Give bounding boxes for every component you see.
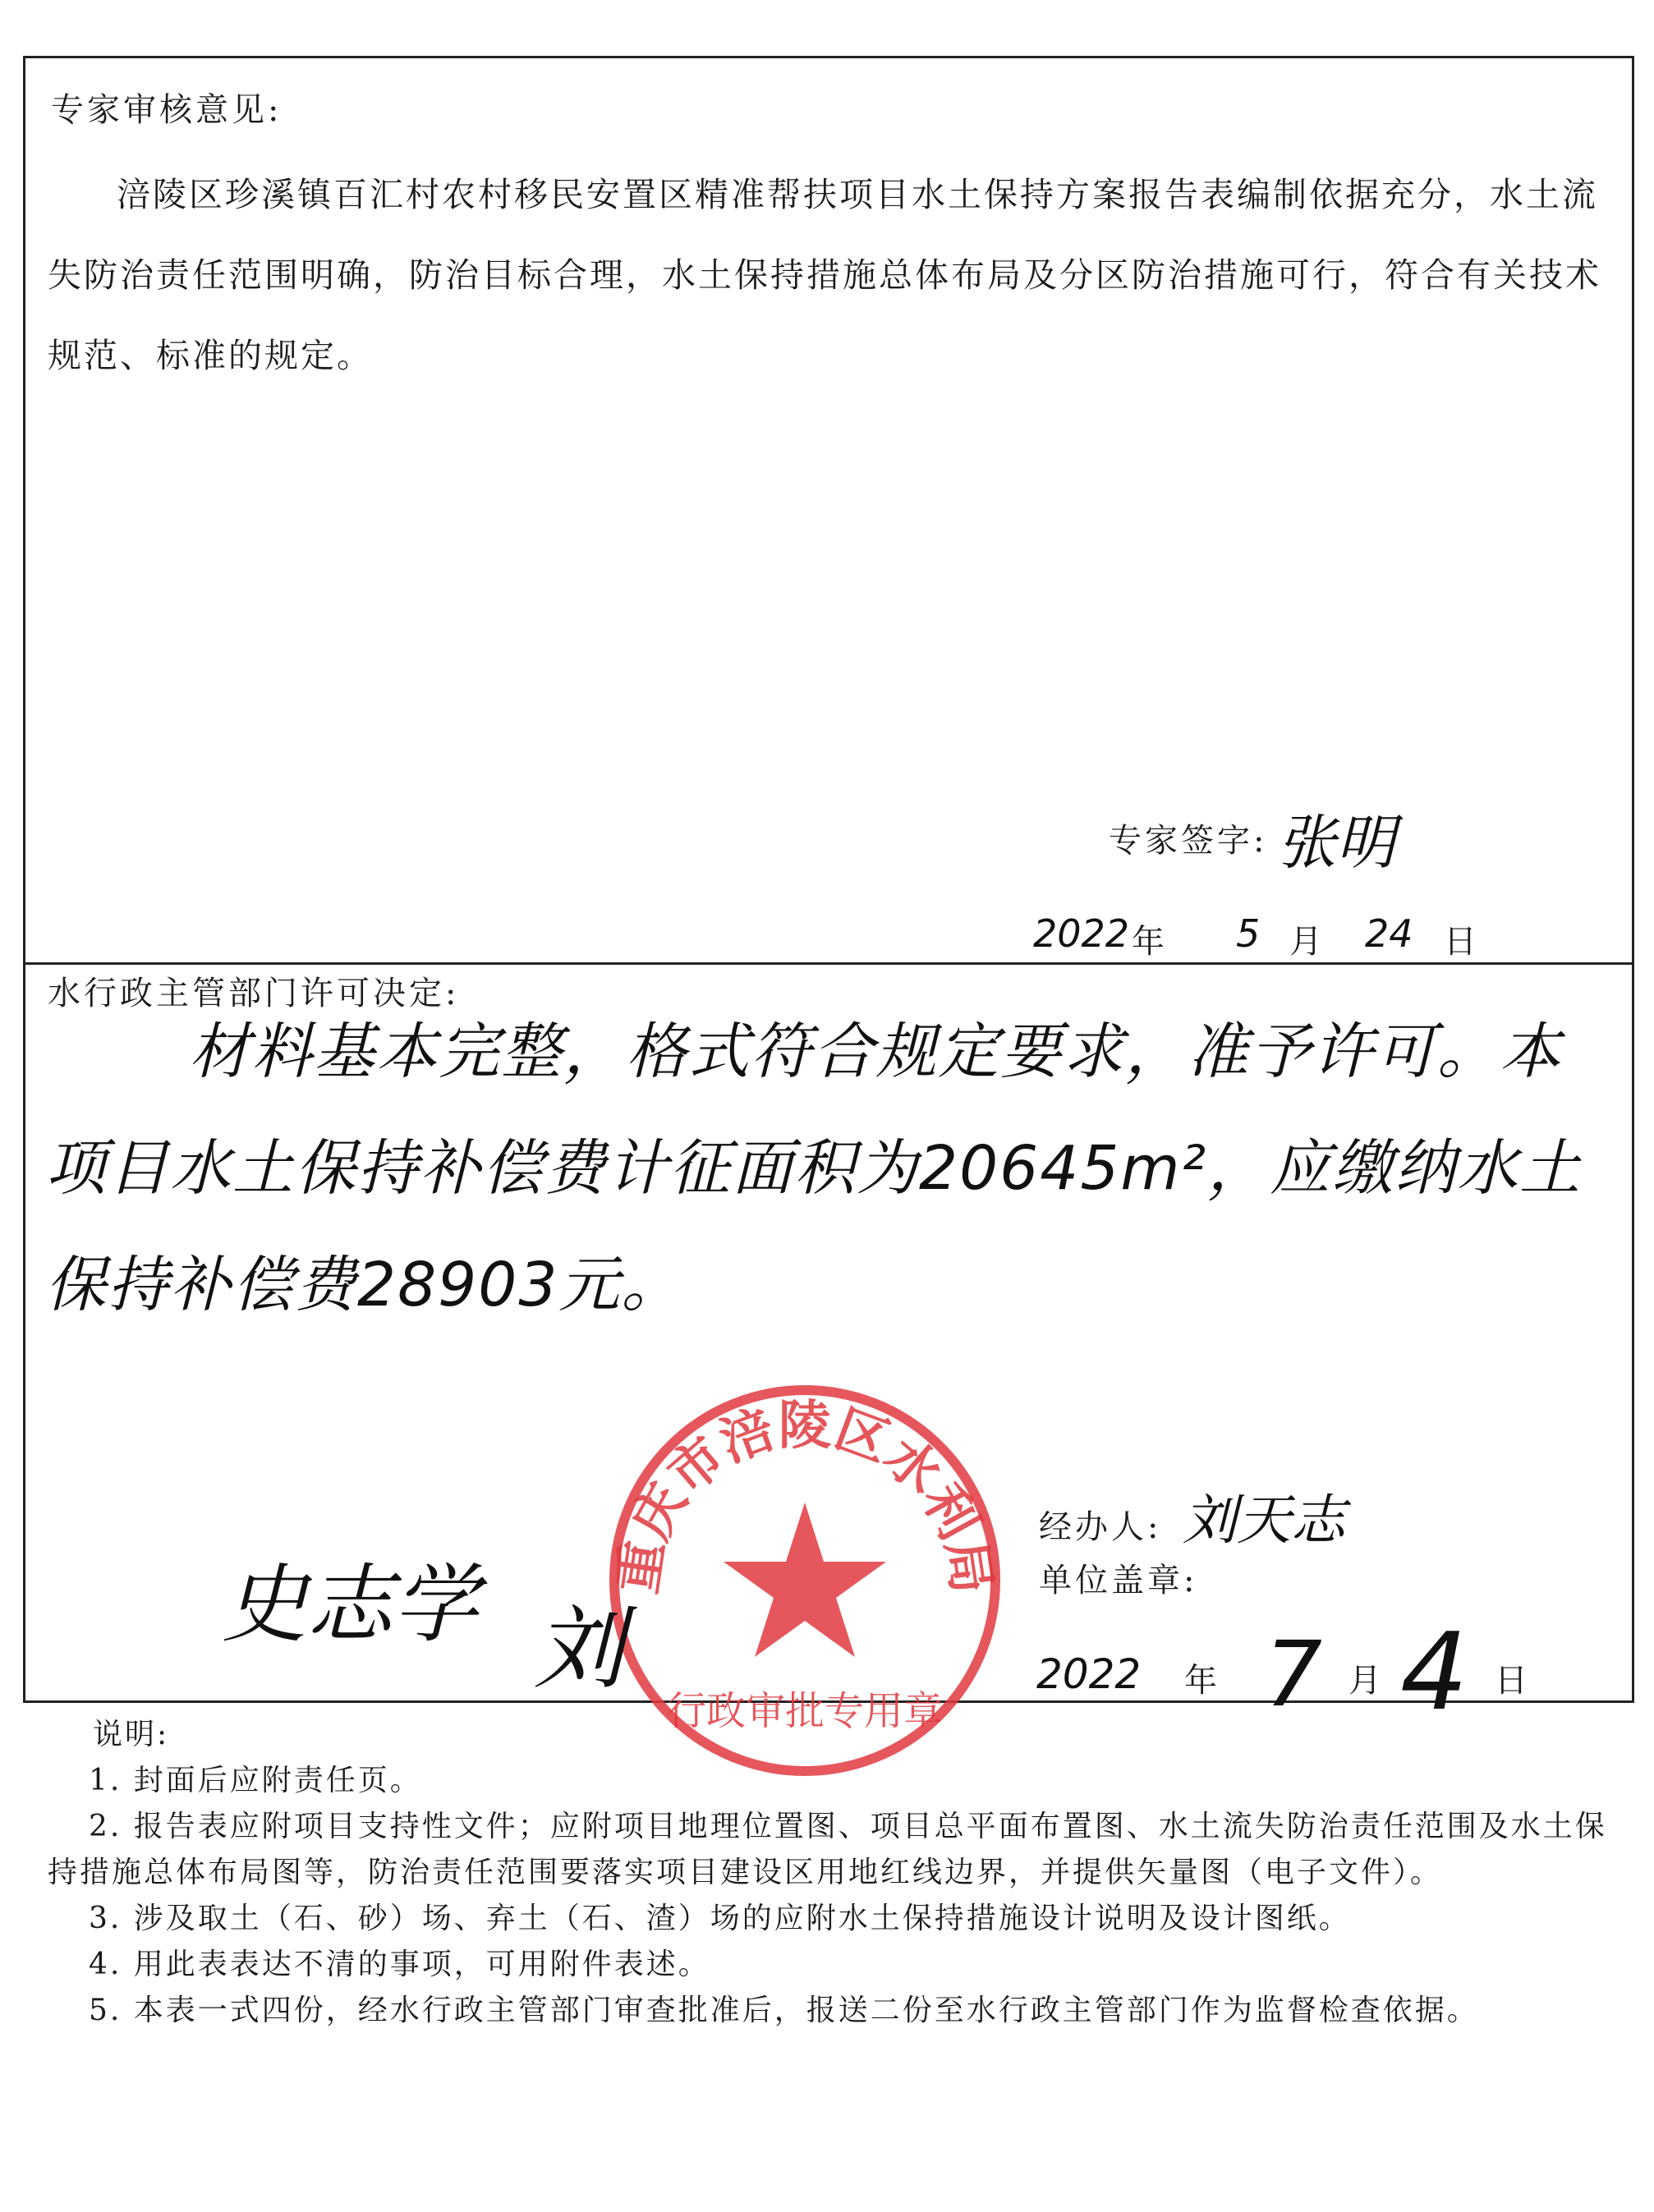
admin-date-month: 7	[1265, 1622, 1322, 1727]
note-item-4: 4. 用此表表达不清的事项，可用附件表述。	[89, 1948, 710, 1981]
svg-text:重庆市涪陵区水利局: 重庆市涪陵区水利局	[606, 1394, 1004, 1598]
admin-date-day: 4	[1400, 1609, 1468, 1734]
admin-date-year-label: 年	[1184, 1662, 1220, 1700]
admin-date-month-label: 月	[1348, 1662, 1385, 1700]
handwritten-signature-2: 刘	[534, 1596, 624, 1701]
expert-review-heading: 专家审核意见:	[51, 91, 283, 129]
handler-signature: 刘天志	[1183, 1489, 1345, 1552]
seal-label: 单位盖章:	[1039, 1562, 1198, 1599]
admin-decision-heading: 水行政主管部门许可决定:	[48, 975, 460, 1012]
section-divider	[23, 962, 1634, 965]
expert-date-month: 5	[1236, 911, 1261, 956]
note-item-5: 5. 本表一式四份，经水行政主管部门审查批准后，报送二份至水行政主管部门作为监督检查依据。	[89, 1994, 1479, 2027]
expert-date-day: 24	[1365, 911, 1413, 956]
notes-section	[48, 1712, 1608, 2034]
expert-date-year-label: 年	[1132, 923, 1168, 961]
note-item-3: 3. 涉及取土（石、砂）场、弃土（石、渣）场的应附水土保持措施设计说明及设计图纸。	[89, 1902, 1351, 1935]
expert-date-day-label: 日	[1444, 923, 1480, 961]
notes-title: 说明:	[93, 1718, 170, 1751]
handwritten-signature-1: 史志学	[222, 1554, 479, 1654]
expert-date-year: 2022	[1033, 911, 1130, 956]
admin-decision-handwritten-text: 材料基本完整，格式符合规定要求，准予许可。本项目水土保持补偿费计征面积为20645m²，应缴纳水土保持补偿费28903元。	[45, 1017, 1583, 1320]
expert-date-month-label: 月	[1289, 923, 1325, 961]
handler-label: 经办人:	[1039, 1508, 1162, 1546]
note-item-2: 2. 报告表应附项目支持性文件；应附项目地理位置图、项目总平面布置图、水土流失防治责任范围及水土保持措施总体布局图等，防治责任范围要落实项目建设区用地红线边界，并提供矢量图（电子文件）。	[48, 1810, 1607, 1889]
admin-date-day-label: 日	[1495, 1662, 1531, 1700]
expert-review-body: 涪陵区珍溪镇百汇村农村移民安置区精准帮扶项目水土保持方案报告表编制依据充分，水土流失防治责任范围明确，防治目标合理，水土保持措施总体布局及分区防治措施可行，符合有关技术规范、标准的规定。	[48, 175, 1601, 375]
note-item-1: 1. 封面后应附责任页。	[89, 1764, 422, 1797]
admin-date-year: 2022	[1036, 1650, 1142, 1698]
expert-signature: 张明	[1277, 808, 1396, 877]
svg-text:行政审批专用章: 行政审批专用章	[666, 1688, 944, 1734]
expert-signature-label: 专家签字:	[1109, 822, 1268, 860]
